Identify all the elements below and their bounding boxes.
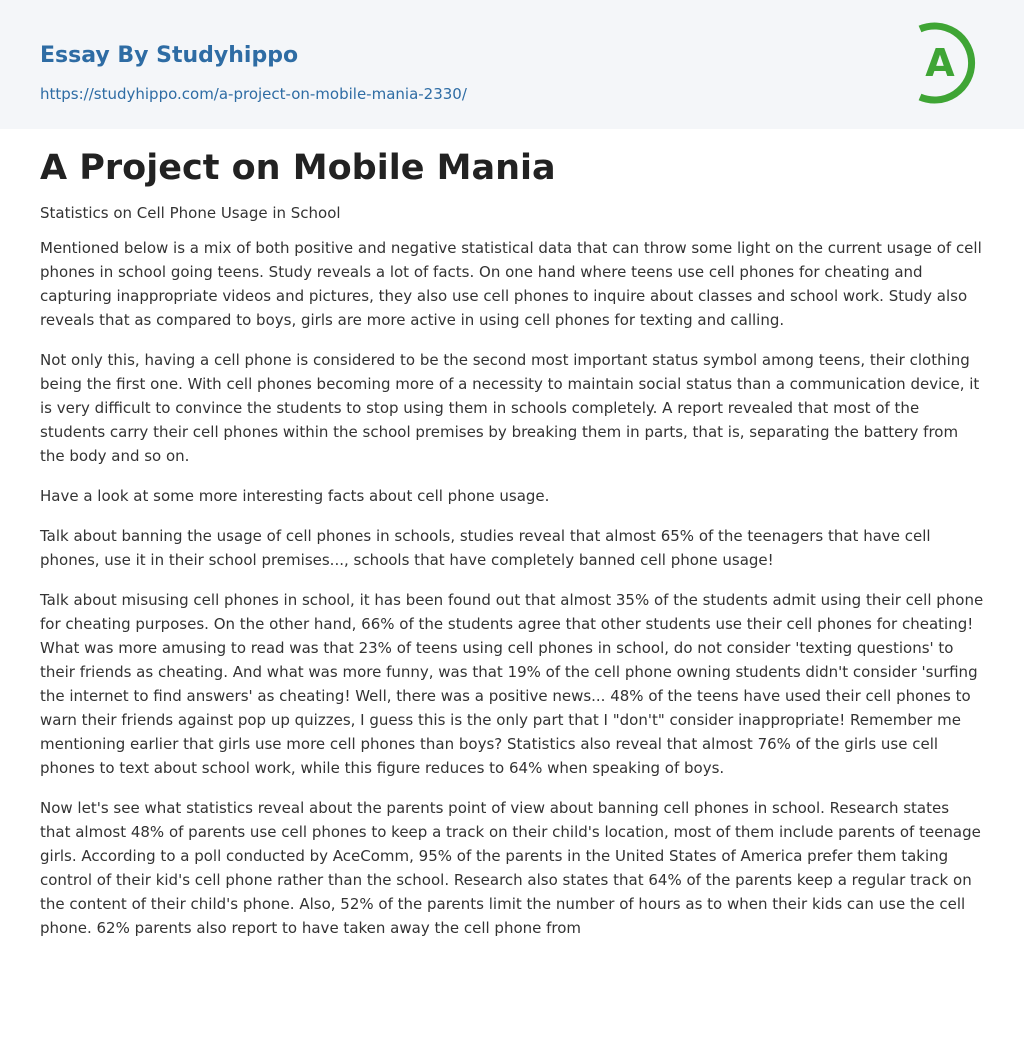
studyhippo-logo-icon[interactable] (898, 20, 986, 106)
paragraph: Have a look at some more interesting facts about cell phone usage. (40, 487, 550, 505)
essay-content (40, 146, 984, 940)
paragraph: Talk about banning the usage of cell phones in schools, studies reveal that almost 65% of the teenagers that have cell phones, use it in their school premises..., schools that have completely banned cell phone usage! (40, 527, 931, 569)
site-header (0, 0, 1024, 129)
paragraph: Talk about misusing cell phones in school, it has been found out that almost 35% of the students admit using their cell phone for cheating purposes. On the other hand, 66% of the students agree that other students use their cell phones for cheating! What was more amusing to read was that 23% of teens using cell phones in school, do not consider 'texting questions' to their friends as cheating. And what was more funny, was that 19% of the cell phone owning students didn't consider 'surfing the internet to find answers' as cheating! Well, there was a positive news... 48% of the teens have used their cell phones to warn their friends against pop up quizzes, I guess this is the only part that I "don't" consider inappropriate! Remember me mentioning earlier that girls use more cell phones than boys? Statistics also reveal that almost 76% of the girls use cell phones to text about school work, while this figure reduces to 64% when speaking of boys. (40, 591, 984, 777)
essay-subtitle: Statistics on Cell Phone Usage in School (40, 204, 341, 222)
paragraph: Mentioned below is a mix of both positive and negative statistical data that can throw some light on the current usage of cell phones in school going teens. Study reveals a lot of facts. On one hand where teens use cell phones for cheating and capturing inappropriate videos and pictures, they also use cell phones to inquire about classes and school work. Study also reveals that as compared to boys, girls are more active in using cell phones for texting and calling. (40, 239, 982, 329)
paragraph: Not only this, having a cell phone is considered to be the second most important status symbol among teens, their clothing being the first one. With cell phones becoming more of a necessity to maintain social status than a communication device, it is very difficult to convince the students to stop using them in schools completely. A report revealed that most of the students carry their cell phones within the school premises by breaking them in parts, that is, separating the battery from the body and so on. (40, 351, 980, 465)
paragraph: Now let's see what statistics reveal about the parents point of view about banning cell phones in school. Research states that almost 48% of parents use cell phones to keep a track on their child's location, most of them include parents of teenage girls. According to a poll conducted by AceComm, 95% of the parents in the United States of America prefer them taking control of their kid's cell phone rather than the school. Research also states that 64% of the parents keep a regular track on the content of their child's phone. Also, 52% of the parents limit the number of hours as to when their kids can use the cell phone. 62% parents also report to have taken away the cell phone from (40, 799, 981, 937)
essay-title: A Project on Mobile Mania (40, 148, 556, 188)
site-brand[interactable]: Essay By Studyhippo (40, 43, 299, 68)
logo-letter: A (925, 41, 955, 85)
essay-url-link[interactable]: https://studyhippo.com/a-project-on-mobile-mania-2330/ (40, 85, 467, 103)
